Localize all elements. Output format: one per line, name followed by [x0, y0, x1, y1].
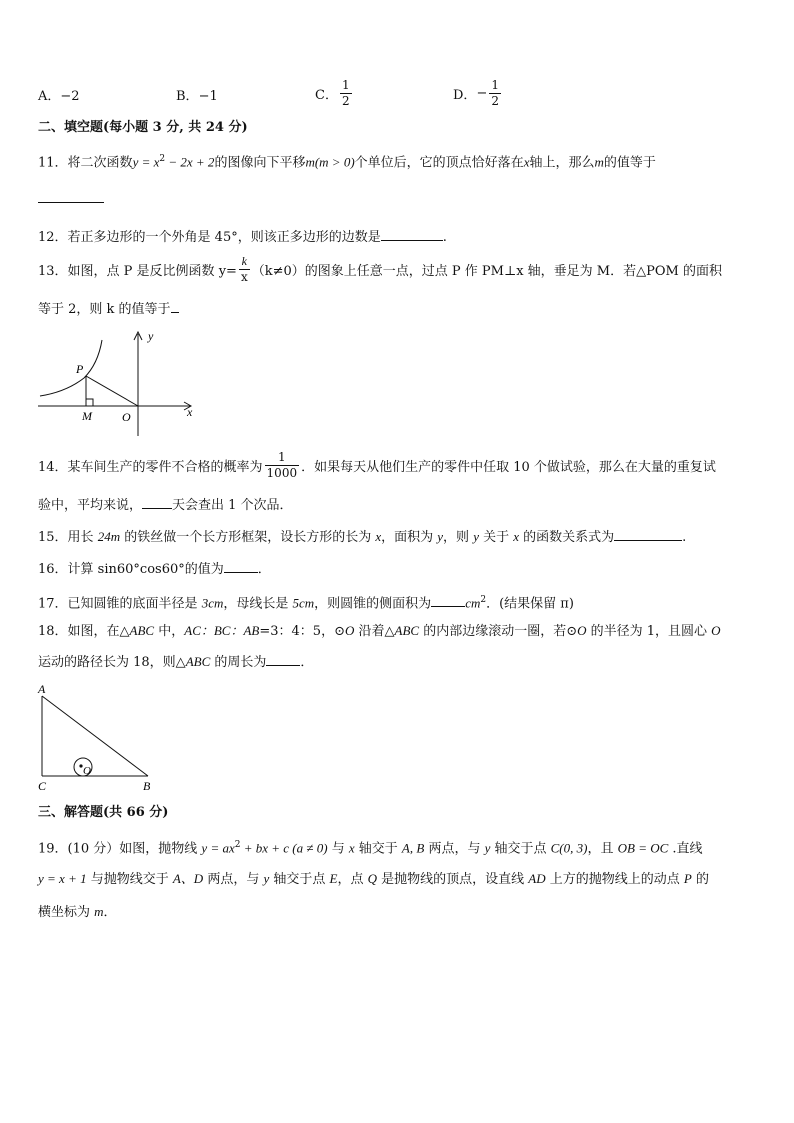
question-19-line3: 横坐标为 m．	[38, 904, 117, 920]
label-y: y	[148, 329, 154, 343]
figure-13-hyperbola	[36, 328, 200, 440]
answer-blank-12[interactable]	[381, 228, 443, 241]
segment-po	[86, 376, 138, 406]
figure-18-triangle	[30, 682, 162, 794]
answer-blank-18[interactable]	[266, 653, 300, 666]
question-19-line2: y = x + 1 与抛物线交于 A、D 两点，与 y 轴交于点 E，点 Q 是抛物线的顶点，设直线 AD 上方的抛物线上的动点 P 的	[38, 871, 709, 887]
question-12: 12．若正多边形的一个外角是 45°，则该正多边形的边数是 .	[38, 230, 447, 245]
answer-blank-13[interactable]	[171, 300, 179, 313]
label-o: O	[122, 410, 131, 424]
question-18: 18．如图，在△ABC 中，AC：BC：AB=3：4：5，⊙O 沿着△ABC 的内部边缘滚动一圈，若⊙O 的半径为 1，且圆心 O	[38, 623, 721, 639]
question-18-line2: 运动的路径长为 18，则△ABC 的周长为 ．	[38, 654, 314, 670]
option-b: B．−1	[176, 89, 218, 104]
section-title-fill-in: 二、填空题(每小题 3 分, 共 24 分)	[38, 120, 248, 135]
question-16: 16．计算 sin60°cos60°的值为 ．	[38, 562, 271, 577]
question-11: 11．将二次函数$y = x^2 - 2x + 2$的图像向下平移m(m > 0)个单位后，它的顶点恰好落在x轴上，那么m的值等于	[38, 154, 656, 171]
option-a: A．−2	[38, 89, 80, 104]
fraction: $\frac{1}{2}$	[341, 78, 350, 108]
answer-blank-15[interactable]	[614, 528, 682, 541]
fraction: $\frac{1}{1000}$	[266, 450, 298, 480]
label-o: O	[83, 765, 91, 777]
answer-blank-17[interactable]	[431, 594, 465, 607]
question-15: 15．用长 24m 的铁丝做一个长方形框架，设长方形的长为 x，面积为 y，则 y 关于 x 的函数关系式为 .	[38, 529, 687, 545]
label-a: A	[38, 682, 46, 696]
label-c: C	[38, 779, 47, 793]
label-m: M	[82, 409, 92, 423]
option-c: C． $\frac{1}{2}$	[315, 78, 350, 108]
fraction: $\frac{1}{2}$	[491, 78, 499, 108]
section-title-solutions: 三、解答题(共 66 分)	[38, 805, 169, 820]
side-ab	[42, 696, 148, 776]
question-14: 14．某车间生产的零件不合格的概率为 $\frac{1}{1000}$ ．如果每天从他们生产的零件中任取 10 个做试验，那么在大量的重复试	[38, 450, 716, 480]
question-19: 19．(10 分）如图，抛物线 $y = ax^2$ + bx + c (a ≠ 0) 与 x 轴交于 A, B 两点，与 y 轴交于点 C(0, 3)，且 OB = OC .直线	[38, 840, 703, 857]
question-17: 17．已知圆锥的底面半径是 3cm，母线长是 5cm，则圆锥的侧面积为 $cm^2$．(结果保留 π)	[38, 595, 574, 612]
option-d: D．− $\frac{1}{2}$	[453, 78, 499, 108]
question-13-line2: 等于 2，则 k 的值等于	[38, 300, 179, 319]
answer-blank-16[interactable]	[224, 560, 258, 573]
answer-blank-11[interactable]	[38, 190, 104, 209]
hyperbola-curve	[40, 340, 102, 396]
label-b: B	[143, 779, 151, 793]
right-angle-mark	[86, 399, 93, 406]
label-p: P	[76, 362, 84, 376]
question-13: 13．如图，点 P 是反比例函数 y= $\frac{k}{x}$ （k≠0）的图象上任意一点，过点 P 作 PM⊥x 轴，垂足为 M．若△POM 的面积	[38, 254, 722, 284]
label-x: x	[187, 405, 193, 419]
fraction: $\frac{k}{x}$	[240, 254, 248, 284]
question-14-line2: 验中，平均来说， 天会查出 1 个次品．	[38, 498, 293, 513]
answer-blank-14[interactable]	[142, 496, 172, 509]
